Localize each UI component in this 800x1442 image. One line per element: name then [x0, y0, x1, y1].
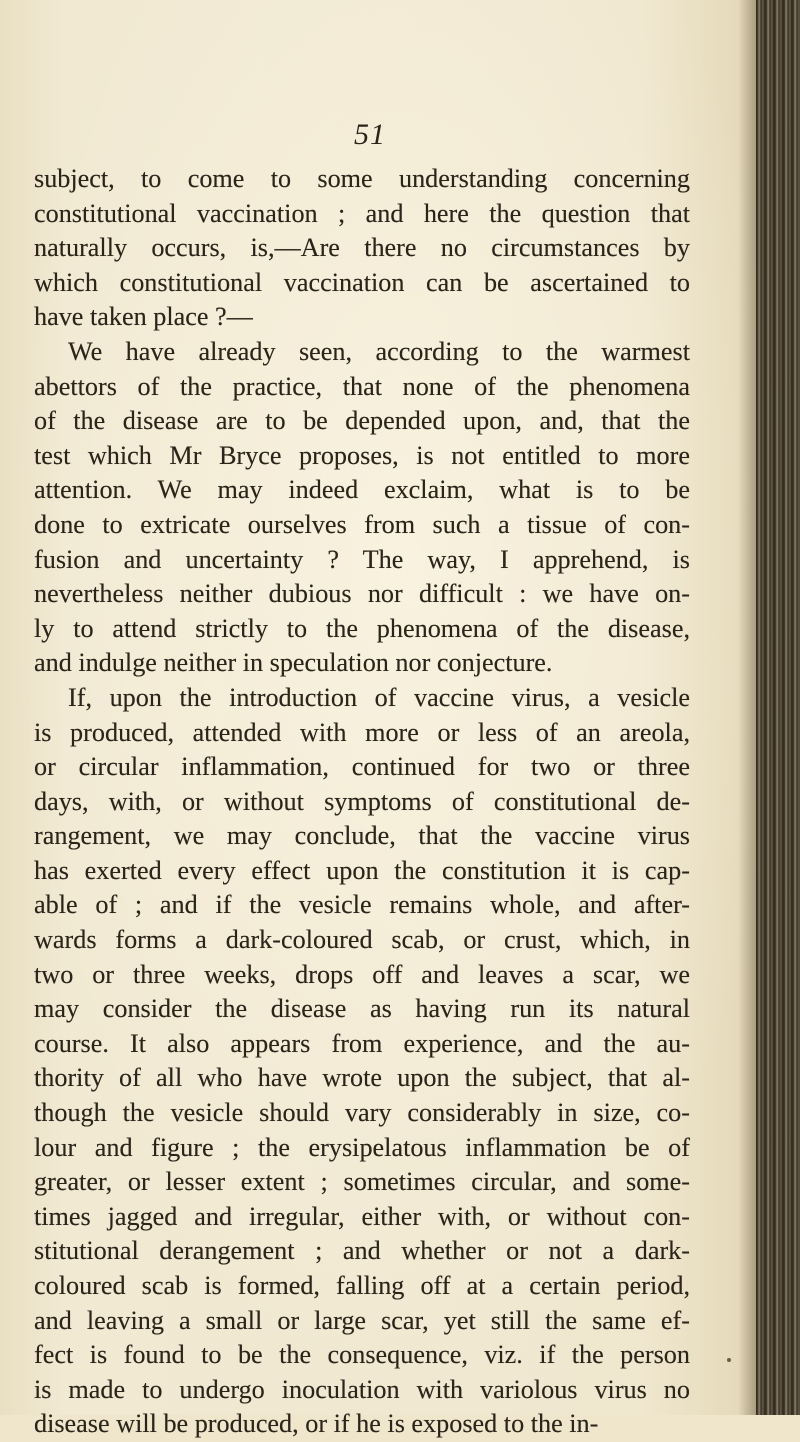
text-line: coloured scab is formed, falling off at a certain period, — [34, 1271, 690, 1300]
ink-speck — [727, 1358, 731, 1362]
text-line: is made to undergo inoculation with variolous virus no — [34, 1374, 690, 1404]
text-line: have taken place ?— — [34, 302, 253, 332]
text-line: constitutional vaccination ; and here the question that — [34, 198, 690, 228]
text-line: which constitutional vaccination can be ascertained to — [34, 267, 690, 297]
text-line: test which Mr Bryce proposes, is not entitled to more — [34, 440, 690, 470]
text-line: days, with, or without symptoms of constitutional de- — [34, 786, 690, 816]
text-line: disease will be produced, or if he is exposed to the in- — [34, 1409, 599, 1439]
text-line: rangement, we may conclude, that the vaccine virus — [34, 821, 690, 851]
text-line: lour and figure ; the erysipelatous inflammation be of — [34, 1132, 690, 1162]
text-line: nevertheless neither dubious nor difficult : we have on- — [34, 579, 690, 609]
binding-shadow — [738, 0, 756, 1415]
text-line: naturally occurs, is,—Are there no circumstances by — [34, 233, 690, 263]
text-line: fusion and uncertainty ? The way, I apprehend, is — [34, 544, 690, 574]
text-line: may consider the disease as having run its natural — [34, 994, 690, 1024]
text-line: thority of all who have wrote upon the subject, that al- — [34, 1063, 690, 1093]
text-line: and indulge neither in speculation nor conjecture. — [34, 648, 553, 678]
text-line: wards forms a dark-coloured scab, or crust, which, in — [34, 925, 690, 955]
text-line: able of ; and if the vesicle remains whole, and after- — [34, 890, 690, 920]
text-line: greater, or lesser extent ; sometimes circular, and some- — [34, 1167, 690, 1197]
book-binding-edge — [756, 0, 800, 1415]
text-line: attention. We may indeed exclaim, what is to be — [34, 475, 690, 505]
text-line: abettors of the practice, that none of the phenomena — [34, 371, 690, 401]
text-line: times jagged and irregular, either with, or without con- — [34, 1201, 690, 1231]
text-line: ly to attend strictly to the phenomena of the disease, — [34, 613, 690, 643]
text-line: has exerted every effect upon the constitution it is cap- — [34, 855, 690, 885]
text-line: We have already seen, according to the warmest — [68, 336, 690, 366]
body-text — [34, 162, 690, 1442]
text-line: of the disease are to be depended upon, and, that the — [34, 406, 690, 436]
text-line: though the vesicle should vary considerably in size, co- — [34, 1098, 690, 1128]
text-line: done to extricate ourselves from such a tissue of con- — [34, 509, 690, 539]
text-line: fect is found to be the consequence, viz. if the person — [34, 1340, 690, 1370]
text-line: subject, to come to some understanding concerning — [34, 164, 690, 193]
text-line: or circular inflammation, continued for two or three — [34, 752, 690, 782]
page-number: 51 — [354, 118, 386, 151]
text-line: is produced, attended with more or less of an areola, — [34, 717, 690, 747]
text-line: and leaving a small or large scar, yet still the same ef- — [34, 1305, 690, 1335]
text-line: two or three weeks, drops off and leaves a scar, we — [34, 959, 690, 989]
text-line: stitutional derangement ; and whether or not a dark- — [34, 1236, 690, 1266]
text-line: course. It also appears from experience, and the au- — [34, 1028, 690, 1058]
text-line: If, upon the introduction of vaccine virus, a vesicle — [68, 682, 690, 712]
